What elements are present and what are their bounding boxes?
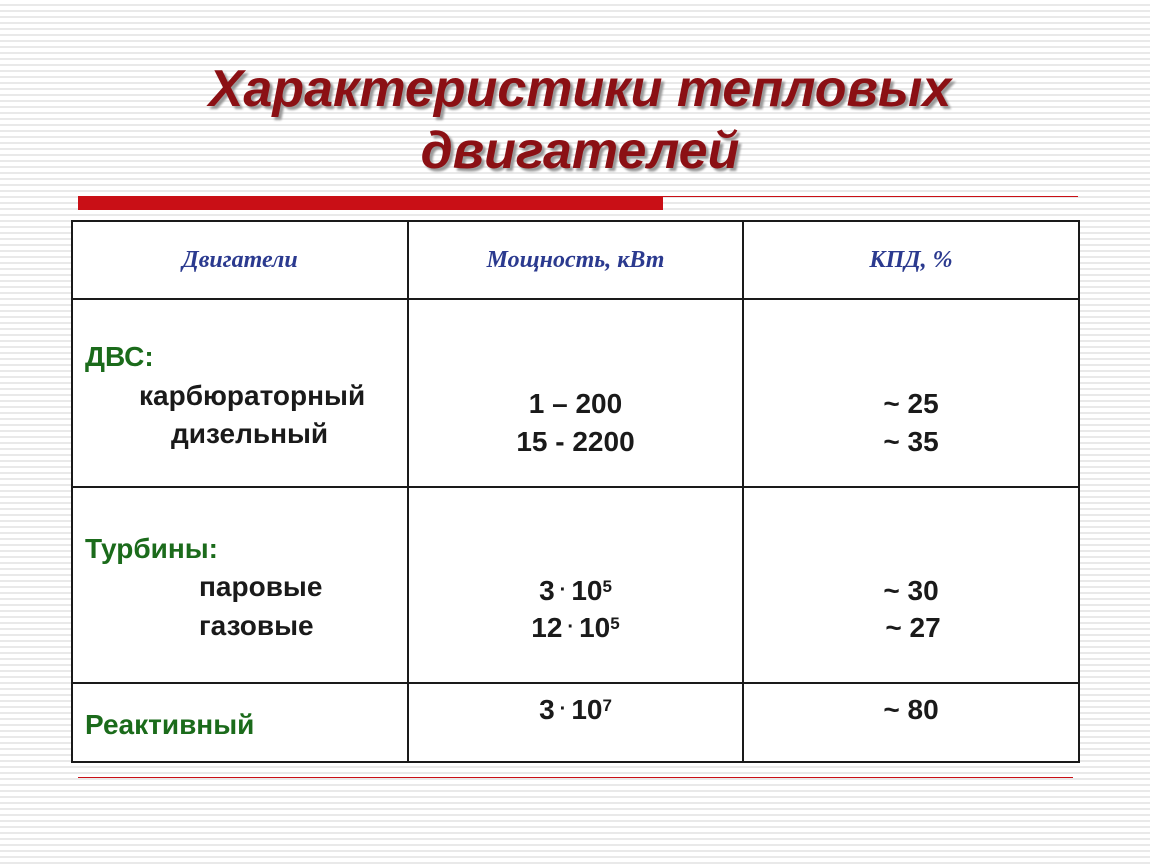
title-underline-bar xyxy=(78,196,663,210)
power-value: 1 – 200 xyxy=(528,388,623,419)
header-engines: Двигатели xyxy=(72,221,408,299)
efficiency-cell xyxy=(743,487,1079,683)
table-header-row xyxy=(72,221,1079,299)
header-efficiency: КПД, % xyxy=(743,221,1079,299)
power-cell xyxy=(408,683,743,762)
engine-type: паровые xyxy=(199,571,323,602)
footer-rule xyxy=(78,777,1073,778)
efficiency-value: ~ 25 xyxy=(883,388,939,419)
engine-cell xyxy=(72,683,408,762)
engine-type: карбюраторный xyxy=(139,380,366,411)
efficiency-value: ~ 80 xyxy=(883,694,939,725)
power-value: $3 \cdot 10^7$ xyxy=(539,694,612,725)
power-cell xyxy=(408,299,743,487)
power-value: $3 \cdot 10^5$ xyxy=(539,575,612,606)
power-value: $12 \cdot 10^5$ xyxy=(531,612,620,643)
engine-characteristics-table xyxy=(71,220,1080,763)
title-underline-rule xyxy=(663,196,1078,197)
engine-cell xyxy=(72,299,408,487)
efficiency-cell xyxy=(743,683,1079,762)
efficiency-value: ~ 30 xyxy=(883,575,939,606)
efficiency-value: ~ 27 xyxy=(885,612,941,643)
page-title xyxy=(80,58,1080,182)
efficiency-cell xyxy=(743,299,1079,487)
category-label: Реактивный xyxy=(85,709,255,740)
table-row xyxy=(72,487,1079,683)
table-row xyxy=(72,299,1079,487)
engine-cell xyxy=(72,487,408,683)
table-row xyxy=(72,683,1079,762)
efficiency-value: ~ 35 xyxy=(883,426,939,457)
power-cell xyxy=(408,487,743,683)
power-value: 15 - 2200 xyxy=(516,426,635,457)
category-label: Турбины: xyxy=(85,533,218,564)
title-line-2: двигателей xyxy=(420,122,740,180)
title-line-1: Характеристики тепловых xyxy=(208,60,952,118)
engine-type: дизельный xyxy=(171,418,329,449)
header-power: Мощность, кВт xyxy=(408,221,743,299)
category-label: ДВС: xyxy=(85,341,154,372)
engine-type: газовые xyxy=(199,610,314,641)
